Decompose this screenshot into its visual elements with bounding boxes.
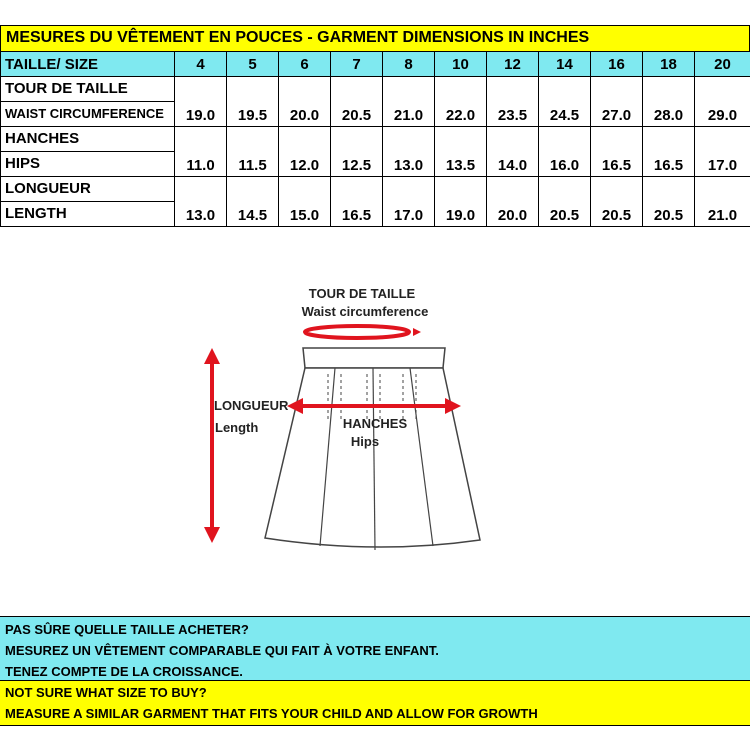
table-cell: 20.5 <box>539 177 591 227</box>
note-fr-line: TENEZ COMPTE DE LA CROISSANCE. <box>5 664 243 679</box>
size-table <box>0 51 750 227</box>
table-cell: 28.0 <box>643 77 695 127</box>
size-header-cell: 14 <box>539 52 591 77</box>
row-label-en: WAIST CIRCUMFERENCE <box>1 101 174 126</box>
size-header-row <box>1 52 750 77</box>
table-cell: 17.0 <box>383 177 435 227</box>
note-english <box>0 681 750 726</box>
waist-measure-arrow <box>305 326 409 338</box>
table-cell: 16.5 <box>643 127 695 177</box>
table-cell: 19.0 <box>435 177 487 227</box>
table-cell: 20.5 <box>331 77 383 127</box>
hips-label-fr: HANCHES <box>342 416 408 431</box>
table-cell: 21.0 <box>695 177 750 227</box>
table-cell: 15.0 <box>279 177 331 227</box>
table-cell: 12.5 <box>331 127 383 177</box>
table-cell: 22.0 <box>435 77 487 127</box>
table-cell: 23.5 <box>487 77 539 127</box>
table-cell: 12.0 <box>279 127 331 177</box>
table-cell: 16.5 <box>331 177 383 227</box>
row-label-en: HIPS <box>1 151 174 176</box>
size-header-cell: 16 <box>591 52 643 77</box>
size-header-cell: 12 <box>487 52 539 77</box>
skirt-waistband <box>303 348 445 368</box>
length-label-en: Length <box>215 420 259 435</box>
note-en-line: MEASURE A SIMILAR GARMENT THAT FITS YOUR CHILD AND ALLOW FOR GROWTH <box>5 706 538 721</box>
table-cell: 20.5 <box>643 177 695 227</box>
waist-label-fr: TOUR DE TAILLE <box>308 286 416 301</box>
chart-title-bar <box>0 25 750 51</box>
note-french <box>0 616 750 681</box>
table-cell: 13.0 <box>175 177 227 227</box>
table-cell: 11.5 <box>227 127 279 177</box>
table-cell: 24.5 <box>539 77 591 127</box>
table-cell: 16.5 <box>591 127 643 177</box>
table-cell: 16.0 <box>539 127 591 177</box>
table-cell: 19.0 <box>175 77 227 127</box>
waist-label-en: Waist circumference <box>301 304 429 319</box>
note-fr-line: MESUREZ UN VÊTEMENT COMPARABLE QUI FAIT À VOTRE ENFANT. <box>5 643 439 658</box>
table-cell: 13.0 <box>383 127 435 177</box>
size-header-cell: 18 <box>643 52 695 77</box>
table-cell: 17.0 <box>695 127 750 177</box>
chart-title: MESURES DU VÊTEMENT EN POUCES - GARMENT DIMENSIONS IN INCHES <box>6 29 590 46</box>
row-label-length <box>1 177 175 227</box>
table-row-length <box>1 177 750 227</box>
table-cell: 14.5 <box>227 177 279 227</box>
row-label-en: LENGTH <box>1 201 174 226</box>
table-cell: 19.5 <box>227 77 279 127</box>
row-label-fr: LONGUEUR <box>5 180 91 197</box>
table-cell: 11.0 <box>175 127 227 177</box>
row-label-waist <box>1 77 175 127</box>
skirt-body <box>265 368 480 547</box>
length-label-fr: LONGUEUR <box>214 398 289 413</box>
size-header-cell: 4 <box>175 52 227 77</box>
table-cell: 14.0 <box>487 127 539 177</box>
table-cell: 29.0 <box>695 77 750 127</box>
size-header-cell: 10 <box>435 52 487 77</box>
table-cell: 27.0 <box>591 77 643 127</box>
waist-arrow-head <box>413 328 421 336</box>
size-header-cell: 8 <box>383 52 435 77</box>
size-header-cell: 20 <box>695 52 750 77</box>
table-cell: 20.0 <box>279 77 331 127</box>
note-en-line: NOT SURE WHAT SIZE TO BUY? <box>5 685 207 700</box>
row-label-fr: HANCHES <box>5 130 80 147</box>
row-label-hips <box>1 127 175 177</box>
size-header-cell: 7 <box>331 52 383 77</box>
size-header-cell: 5 <box>227 52 279 77</box>
row-label-fr: TOUR DE TAILLE <box>5 80 128 97</box>
table-row-hips <box>1 127 750 177</box>
table-cell: 20.0 <box>487 177 539 227</box>
size-header-label: TAILLE/ SIZE <box>1 52 175 77</box>
hips-label-en: Hips <box>350 434 380 449</box>
table-cell: 20.5 <box>591 177 643 227</box>
size-header-cell: 6 <box>279 52 331 77</box>
skirt-diagram <box>195 270 525 570</box>
note-fr-line: PAS SÛRE QUELLE TAILLE ACHETER? <box>5 622 249 637</box>
table-row-waist <box>1 77 750 127</box>
table-cell: 13.5 <box>435 127 487 177</box>
table-cell: 21.0 <box>383 77 435 127</box>
